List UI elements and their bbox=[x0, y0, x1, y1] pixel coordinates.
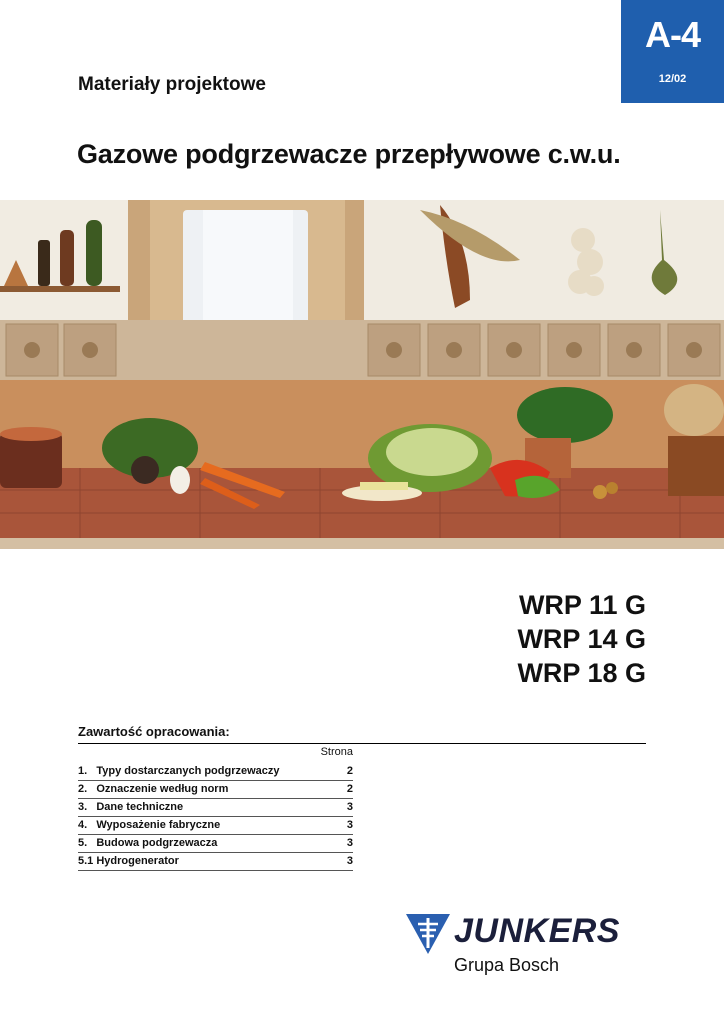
brand-wordmark: JUNKERS bbox=[454, 912, 620, 950]
toc-divider bbox=[78, 743, 646, 744]
toc-item-label: 5.1 Hydrogenerator bbox=[78, 855, 179, 867]
junkers-logo-icon bbox=[406, 912, 450, 956]
toc-item-page: 3 bbox=[346, 801, 353, 813]
toc-row bbox=[78, 835, 353, 853]
model-name: WRP 11 G bbox=[518, 590, 646, 620]
toc-item-label: 4. Wyposażenie fabryczne bbox=[78, 819, 221, 831]
toc-row bbox=[78, 781, 353, 799]
model-name: WRP 14 G bbox=[517, 624, 646, 654]
document-date: 12/02 bbox=[658, 73, 687, 85]
toc-row bbox=[78, 817, 353, 835]
toc-item-label: 1. Typy dostarczanych podgrzewaczy bbox=[78, 765, 280, 777]
toc-item-page: 2 bbox=[346, 783, 353, 795]
page-title: Gazowe podgrzewacze przepływowe c.w.u. bbox=[77, 139, 621, 169]
toc-item-label: 2. Oznaczenie według norm bbox=[78, 783, 229, 795]
toc-item-page: 3 bbox=[346, 837, 353, 849]
brand-group-label: Grupa Bosch bbox=[454, 955, 560, 975]
toc-item-page: 2 bbox=[346, 765, 353, 777]
document-code: A-4 bbox=[644, 14, 700, 55]
model-name: WRP 18 G bbox=[517, 658, 646, 688]
toc-row bbox=[78, 853, 353, 871]
kitchen-photo bbox=[0, 200, 724, 549]
toc-item-label: 5. Budowa podgrzewacza bbox=[78, 837, 218, 849]
toc-heading: Zawartość opracowania: bbox=[78, 724, 230, 739]
document-code-tag bbox=[621, 0, 724, 103]
brand-block bbox=[406, 910, 646, 980]
table-of-contents bbox=[78, 763, 353, 871]
toc-item-page: 3 bbox=[346, 819, 353, 831]
toc-item-page: 3 bbox=[346, 855, 353, 867]
toc-page-column-label: Strona bbox=[320, 746, 353, 758]
model-list bbox=[517, 588, 646, 690]
toc-item-label: 3. Dane techniczne bbox=[78, 801, 184, 813]
toc-row bbox=[78, 799, 353, 817]
document-subtitle: Materiały projektowe bbox=[78, 74, 266, 95]
toc-row bbox=[78, 763, 353, 781]
